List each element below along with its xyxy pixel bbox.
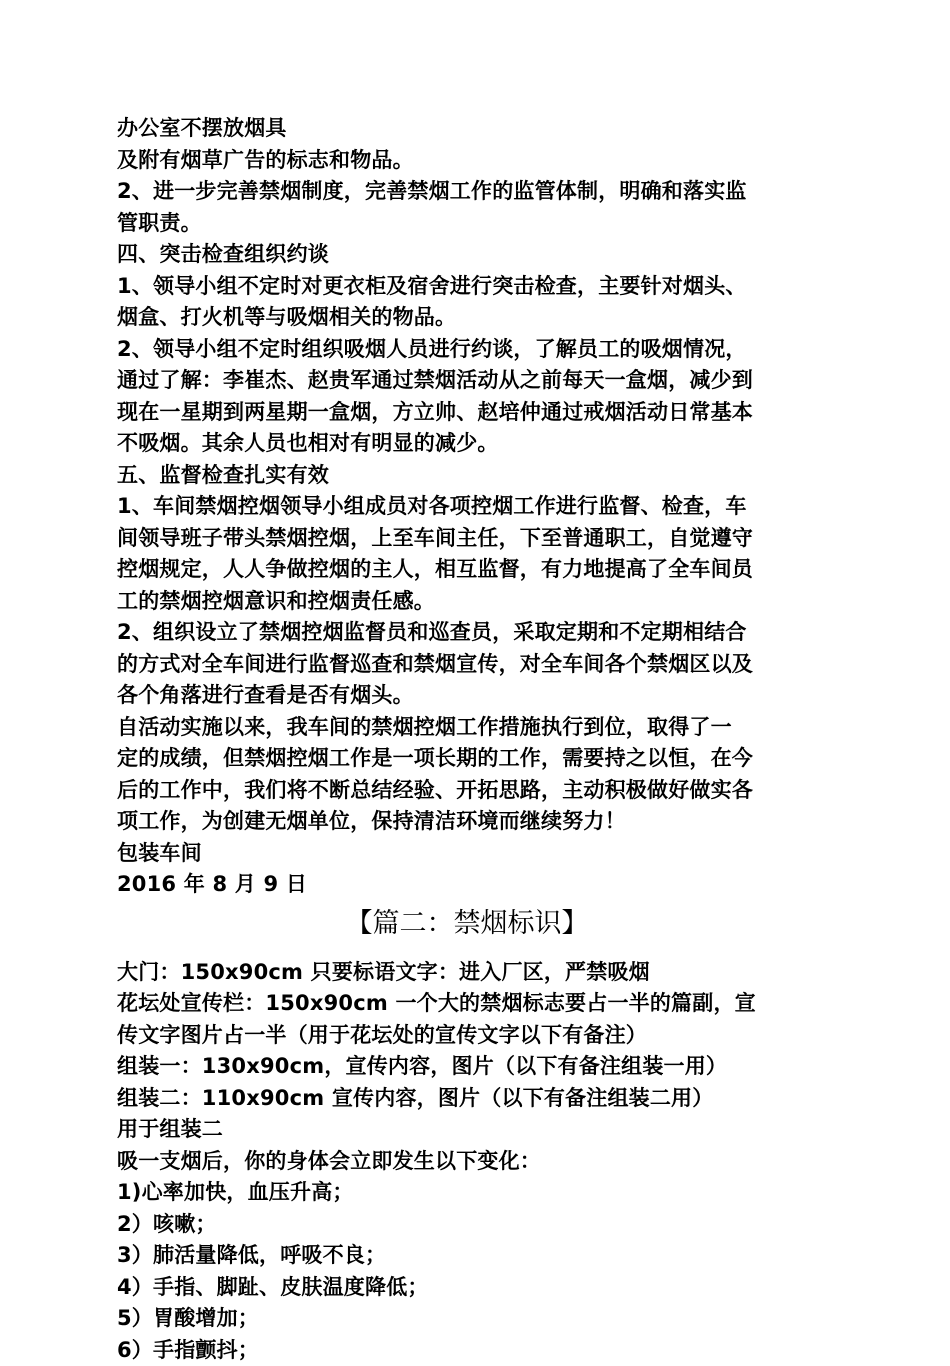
list-item: 3）肺活量降低，呼吸不良； xyxy=(117,1240,837,1272)
text-line: 自活动实施以来，我车间的禁烟控烟工作措施执行到位，取得了一 xyxy=(117,712,837,744)
signature-date: 2016 年 8 月 9 日 xyxy=(117,869,837,901)
list-item: 5）胃酸增加； xyxy=(117,1303,837,1335)
text-line: 烟盒、打火机等与吸烟相关的物品。 xyxy=(117,302,837,334)
text-line: 各个角落进行查看是否有烟头。 xyxy=(117,680,837,712)
section-two xyxy=(117,957,837,1366)
section-title: 【篇二：禁烟标识】 xyxy=(117,901,837,947)
text-line: 控烟规定，人人争做控烟的主人，相互监督，有力地提高了全车间员 xyxy=(117,554,837,586)
text-line: 间领导班子带头禁烟控烟，上至车间主任，下至普通职工，自觉遵守 xyxy=(117,523,837,555)
signature-department: 包装车间 xyxy=(117,838,837,870)
text-line: 办公室不摆放烟具 xyxy=(117,113,837,145)
text-line: 传文字图片占一半（用于花坛处的宣传文字以下有备注） xyxy=(117,1020,837,1052)
text-line: 组装二：110x90cm 宣传内容，图片（以下有备注组装二用） xyxy=(117,1083,837,1115)
text-line: 后的工作中，我们将不断总结经验、开拓思路，主动积极做好做实各 xyxy=(117,775,837,807)
text-line: 2、领导小组不定时组织吸烟人员进行约谈，了解员工的吸烟情况， xyxy=(117,334,837,366)
section-heading: 五、监督检查扎实有效 xyxy=(117,460,837,492)
text-line: 1、领导小组不定时对更衣柜及宿舍进行突击检查，主要针对烟头、 xyxy=(117,271,837,303)
text-line: 花坛处宣传栏：150x90cm 一个大的禁烟标志要占一半的篇副，宣 xyxy=(117,988,837,1020)
text-line: 管职责。 xyxy=(117,208,837,240)
text-line: 1、车间禁烟控烟领导小组成员对各项控烟工作进行监督、检查，车 xyxy=(117,491,837,523)
text-line: 吸一支烟后，你的身体会立即发生以下变化： xyxy=(117,1146,837,1178)
text-line: 现在一星期到两星期一盒烟，方立帅、赵培仲通过戒烟活动日常基本 xyxy=(117,397,837,429)
text-line: 及附有烟草广告的标志和物品。 xyxy=(117,145,837,177)
spacer xyxy=(117,947,837,957)
text-line: 大门：150x90cm 只要标语文字：进入厂区，严禁吸烟 xyxy=(117,957,837,989)
section-heading: 四、突击检查组织约谈 xyxy=(117,239,837,271)
text-line: 工的禁烟控烟意识和控烟责任感。 xyxy=(117,586,837,618)
document-page xyxy=(117,113,837,1366)
list-item: 1)心率加快，血压升高； xyxy=(117,1177,837,1209)
text-line: 用于组装二 xyxy=(117,1114,837,1146)
text-line: 定的成绩，但禁烟控烟工作是一项长期的工作，需要持之以恒，在今 xyxy=(117,743,837,775)
list-item: 4）手指、脚趾、皮肤温度降低； xyxy=(117,1272,837,1304)
section-one xyxy=(117,113,837,901)
text-line: 通过了解：李崔杰、赵贵军通过禁烟活动从之前每天一盒烟，减少到 xyxy=(117,365,837,397)
text-line: 2、进一步完善禁烟制度，完善禁烟工作的监管体制，明确和落实监 xyxy=(117,176,837,208)
text-line: 2、组织设立了禁烟控烟监督员和巡查员，采取定期和不定期相结合 xyxy=(117,617,837,649)
text-line: 不吸烟。其余人员也相对有明显的减少。 xyxy=(117,428,837,460)
list-item: 6）手指颤抖； xyxy=(117,1335,837,1366)
list-item: 2）咳嗽； xyxy=(117,1209,837,1241)
text-line: 项工作，为创建无烟单位，保持清洁环境而继续努力！ xyxy=(117,806,837,838)
text-line: 的方式对全车间进行监督巡查和禁烟宣传，对全车间各个禁烟区以及 xyxy=(117,649,837,681)
text-line: 组装一：130x90cm，宣传内容，图片（以下有备注组装一用） xyxy=(117,1051,837,1083)
